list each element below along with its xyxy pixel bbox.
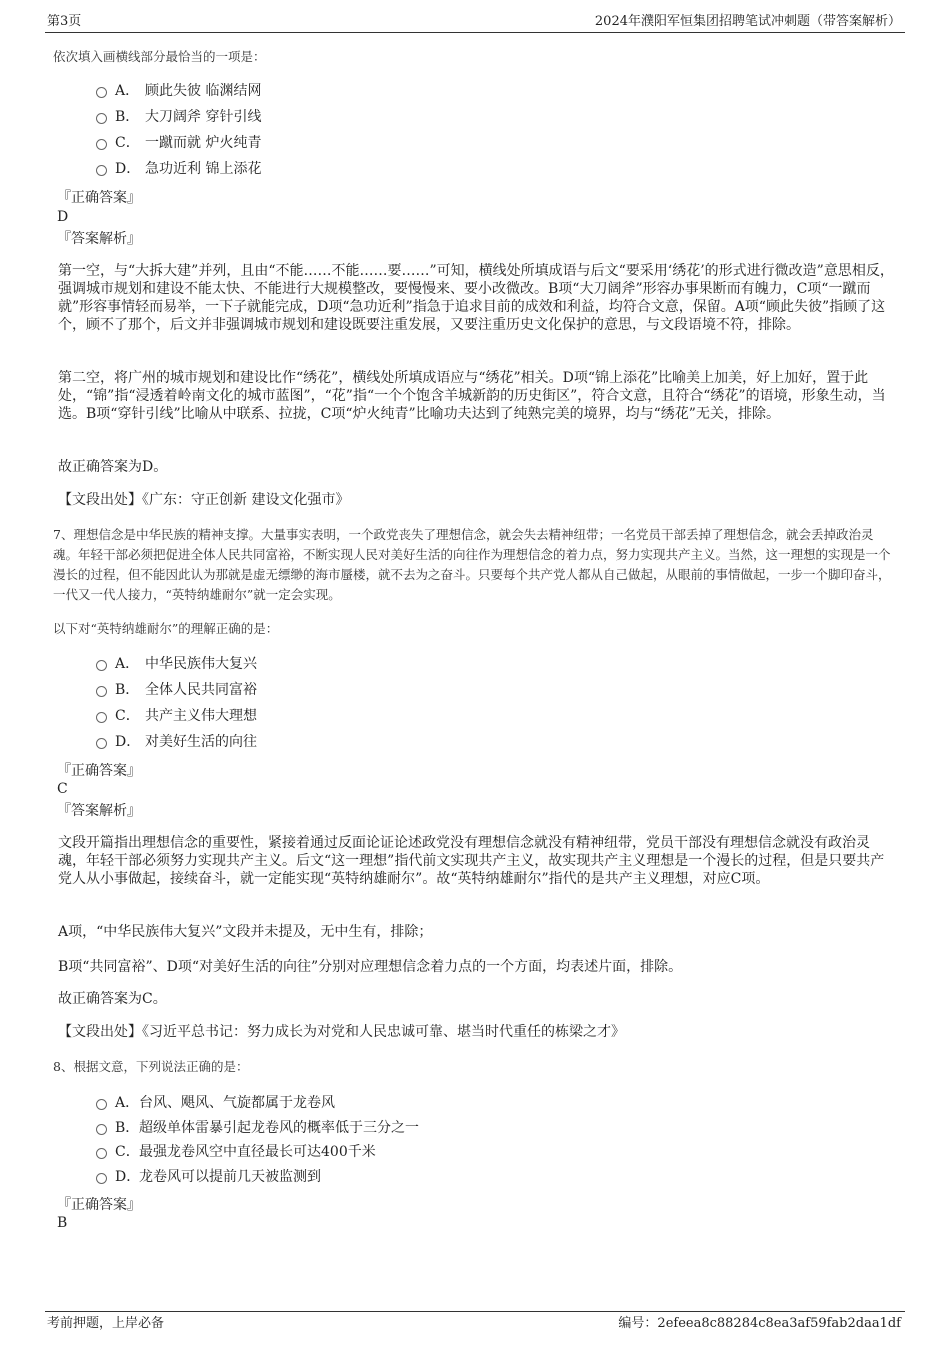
q6-analysis-p2: 第二空，将广州的城市规划和建设比作“绣花”，横线处所填成语应与“绣花”相关。D项“锦上添花”比喻美上加美，好上加好，置于此处，“锦”指“浸透着岭南文化的城市蓝图”，“花”指“一个个饱含羊城新韵的历史街区”，符合文意，且符合“绣花”的语境，形象生动，当选。B项“穿针引线”比喻从中联系、拉拢，C项“炉火纯青”比喻功夫达到了纯熟完美的境界，均与“绣花”无关，排除。 [58,370,886,422]
q7-analysis-p4: 故正确答案为C。 [58,991,167,1007]
q6-analysis-p1: 第一空，与“大拆大建”并列，且由“不能……不能……要……”可知，横线处所填成语与后文“要采用‘绣花’的形式进行微改造”意思相反，强调城市规划和建设不能太快、不能进行大规模整改，要慢慢来、要小改微改。B项“大刀阔斧”形容办事果断而有魄力，C项“一蹴而就”形容事情轻而易举，一下子就能完成，D项“急功近利”指急于追求目前的成效和利益，均符合文意，保留。A项“顾此失彼”指顾了这个，顾不了那个，后文并非强调城市规划和建设既要注重发展，又要注重历史文化保护的意思，与文段语境不符，排除。 [58,263,894,333]
radio-icon[interactable] [96,87,107,98]
radio-icon[interactable] [96,660,107,671]
page-number: 第3页 [47,14,82,29]
document-code: 编号：2efeea8c88284c8ea3af59fab2daa1df [618,1316,901,1331]
q7-source: 【文段出处】《习近平总书记：努力成长为对党和人民忠诚可靠、堪当时代重任的栋梁之才》 [58,1024,625,1040]
radio-icon[interactable] [96,113,107,124]
q6-option-c[interactable]: C． 一蹴而就 炉火纯青 [96,134,261,152]
q6-option-b[interactable]: B． 大刀阔斧 穿针引线 [96,108,261,126]
radio-icon[interactable] [96,1148,107,1159]
q8-option-a[interactable]: A．台风、飓风、气旋都属于龙卷风 [96,1094,335,1112]
q6-correct-label: 『正确答案』 [57,190,141,206]
q6-source: 【文段出处】《广东：守正创新 建设文化强市》 [58,492,350,508]
q6-analysis-p3: 故正确答案为D。 [58,459,168,475]
q8-option-d[interactable]: D．龙卷风可以提前几天被监测到 [96,1168,321,1186]
q7-option-a[interactable]: A． 中华民族伟大复兴 [96,655,257,673]
radio-icon[interactable] [96,1099,107,1110]
radio-icon[interactable] [96,712,107,723]
radio-icon[interactable] [96,738,107,749]
q7-option-c[interactable]: C． 共产主义伟大理想 [96,707,257,725]
footer-slogan: 考前押题，上岸必备 [47,1316,165,1331]
radio-icon[interactable] [96,165,107,176]
q7-option-b[interactable]: B． 全体人民共同富裕 [96,681,257,699]
radio-icon[interactable] [96,139,107,150]
q7-analysis-p1: 文段开篇指出理想信念的重要性，紧接着通过反面论证论述政党没有理想信念就没有精神纽带，党员干部没有理想信念就没有政治灵魂，年轻干部必须努力实现共产主义。后文“这一理想”指代前文实现共产主义，故实现共产主义理想是一个漫长的过程，但是只要共产党人从小事做起，接续奋斗，就一定能实现“英特纳雄耐尔”。故“英特纳雄耐尔”指代的是共产主义理想，对应C项。 [58,835,885,887]
q6-prompt: 依次填入画横线部分最恰当的一项是： [53,49,266,64]
q7-analysis-label: 『答案解析』 [57,803,141,819]
q7-correct-label: 『正确答案』 [57,763,141,779]
page-header [45,12,905,33]
q6-option-d[interactable]: D． 急功近利 锦上添花 [96,160,261,178]
radio-icon[interactable] [96,686,107,697]
q8-answer: B [57,1215,68,1231]
q6-analysis-label: 『答案解析』 [57,231,141,247]
document-title: 2024年濮阳军恒集团招聘笔试冲刺题（带答案解析） [594,14,901,29]
q7-passage: 7、理想信念是中华民族的精神支撑。大量事实表明，一个政党丧失了理想信念，就会失去精神纽带；一名党员干部丢掉了理想信念，就会丢掉政治灵魂。年轻干部必须把促进全体人民共同富裕，不断实现人民对美好生活的向往作为理想信念的着力点，努力实现共产主义。当然，这一理想的实现是一个漫长的过程，但不能因此认为那就是虚无缥缈的海市蜃楼，就不去为之奋斗。只要每个共产党人都从自己做起，从眼前的事情做起，一步一个脚印奋斗，一代又一代人接力，“英特纳雄耐尔”就一定会实现。 [53,527,891,602]
q7-analysis-p2: A项，“中华民族伟大复兴”文段并未提及，无中生有，排除； [58,924,433,940]
q7-analysis-p3: B项“共同富裕”、D项“对美好生活的向往”分别对应理想信念着力点的一个方面，均表述片面，排除。 [58,959,683,975]
q8-option-c[interactable]: C．最强龙卷风空中直径最长可达400千米 [96,1143,376,1161]
q8-option-b[interactable]: B．超级单体雷暴引起龙卷风的概率低于三分之一 [96,1119,419,1137]
radio-icon[interactable] [96,1173,107,1184]
q8-prompt: 8、根据文意，下列说法正确的是： [53,1059,249,1074]
q6-option-a[interactable]: A． 顾此失彼 临渊结网 [96,82,261,100]
q7-answer: C [57,781,68,797]
q8-correct-label: 『正确答案』 [57,1197,141,1213]
q6-answer: D [57,209,69,225]
radio-icon[interactable] [96,1124,107,1135]
page-footer [45,1311,905,1334]
q7-prompt: 以下对“英特纳雄耐尔”的理解正确的是： [53,621,279,636]
q7-option-d[interactable]: D． 对美好生活的向往 [96,733,257,751]
